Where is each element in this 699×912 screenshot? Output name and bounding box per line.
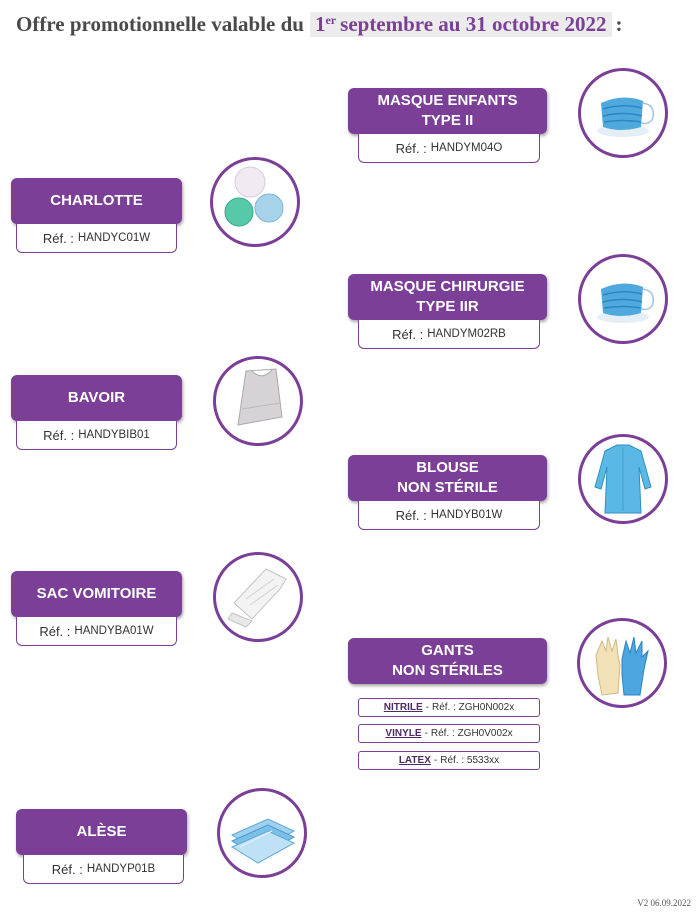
product-ref-blouse: Réf. : HANDYB01W — [358, 501, 540, 530]
product-ref-bavoir: Réf. : HANDYBIB01 — [16, 421, 177, 450]
mask-icon — [578, 254, 668, 344]
product-title-bavoir: BAVOIR — [11, 375, 182, 421]
product-ref-charlotte: Réf. : HANDYC01W — [16, 224, 177, 253]
gown-icon — [578, 434, 668, 524]
glove-ref-latex: LATEX - Réf. : 5533xx — [358, 751, 540, 770]
product-title-sac-vomitoire: SAC VOMITOIRE — [11, 571, 182, 617]
offer-day-suffix: er — [325, 12, 337, 27]
mask-icon — [578, 68, 668, 158]
product-ref-masque-enfants: Réf. : HANDYM04O — [358, 134, 540, 163]
product-title-alese: ALÈSE — [16, 809, 187, 855]
offer-prefix: Offre promotionnelle valable du — [16, 11, 304, 36]
product-ref-alese: Réf. : HANDYP01B — [23, 855, 184, 884]
offer-day: 1 — [314, 11, 326, 36]
glove-ref-nitrile: NITRILE - Réf. : ZGH0N002x — [358, 698, 540, 717]
product-title-gants: GANTS NON STÉRILES — [348, 638, 547, 684]
product-title-charlotte: CHARLOTTE — [11, 178, 182, 224]
offer-period-highlight — [310, 12, 612, 37]
bib-icon — [213, 356, 303, 446]
hair-cap-icon — [210, 157, 300, 247]
bag-icon — [213, 552, 303, 642]
offer-header — [16, 8, 623, 40]
product-title-masque-chirurgie: MASQUE CHIRURGIE TYPE IIR — [348, 274, 547, 320]
product-title-blouse: BLOUSE NON STÉRILE — [348, 455, 547, 501]
product-title-masque-enfants: MASQUE ENFANTS TYPE II — [348, 88, 547, 134]
offer-period: septembre au 31 octobre 2022 — [340, 11, 607, 36]
version-label: V2 06.09.2022 — [637, 898, 691, 908]
product-ref-masque-chirurgie: Réf. : HANDYM02RB — [358, 320, 540, 349]
product-ref-sac-vomitoire: Réf. : HANDYBA01W — [16, 617, 177, 646]
gloves-icon — [577, 618, 667, 708]
glove-ref-vinyle: VINYLE - Réf. : ZGH0V002x — [358, 724, 540, 743]
offer-suffix: : — [615, 11, 623, 36]
underpad-icon — [217, 788, 307, 878]
